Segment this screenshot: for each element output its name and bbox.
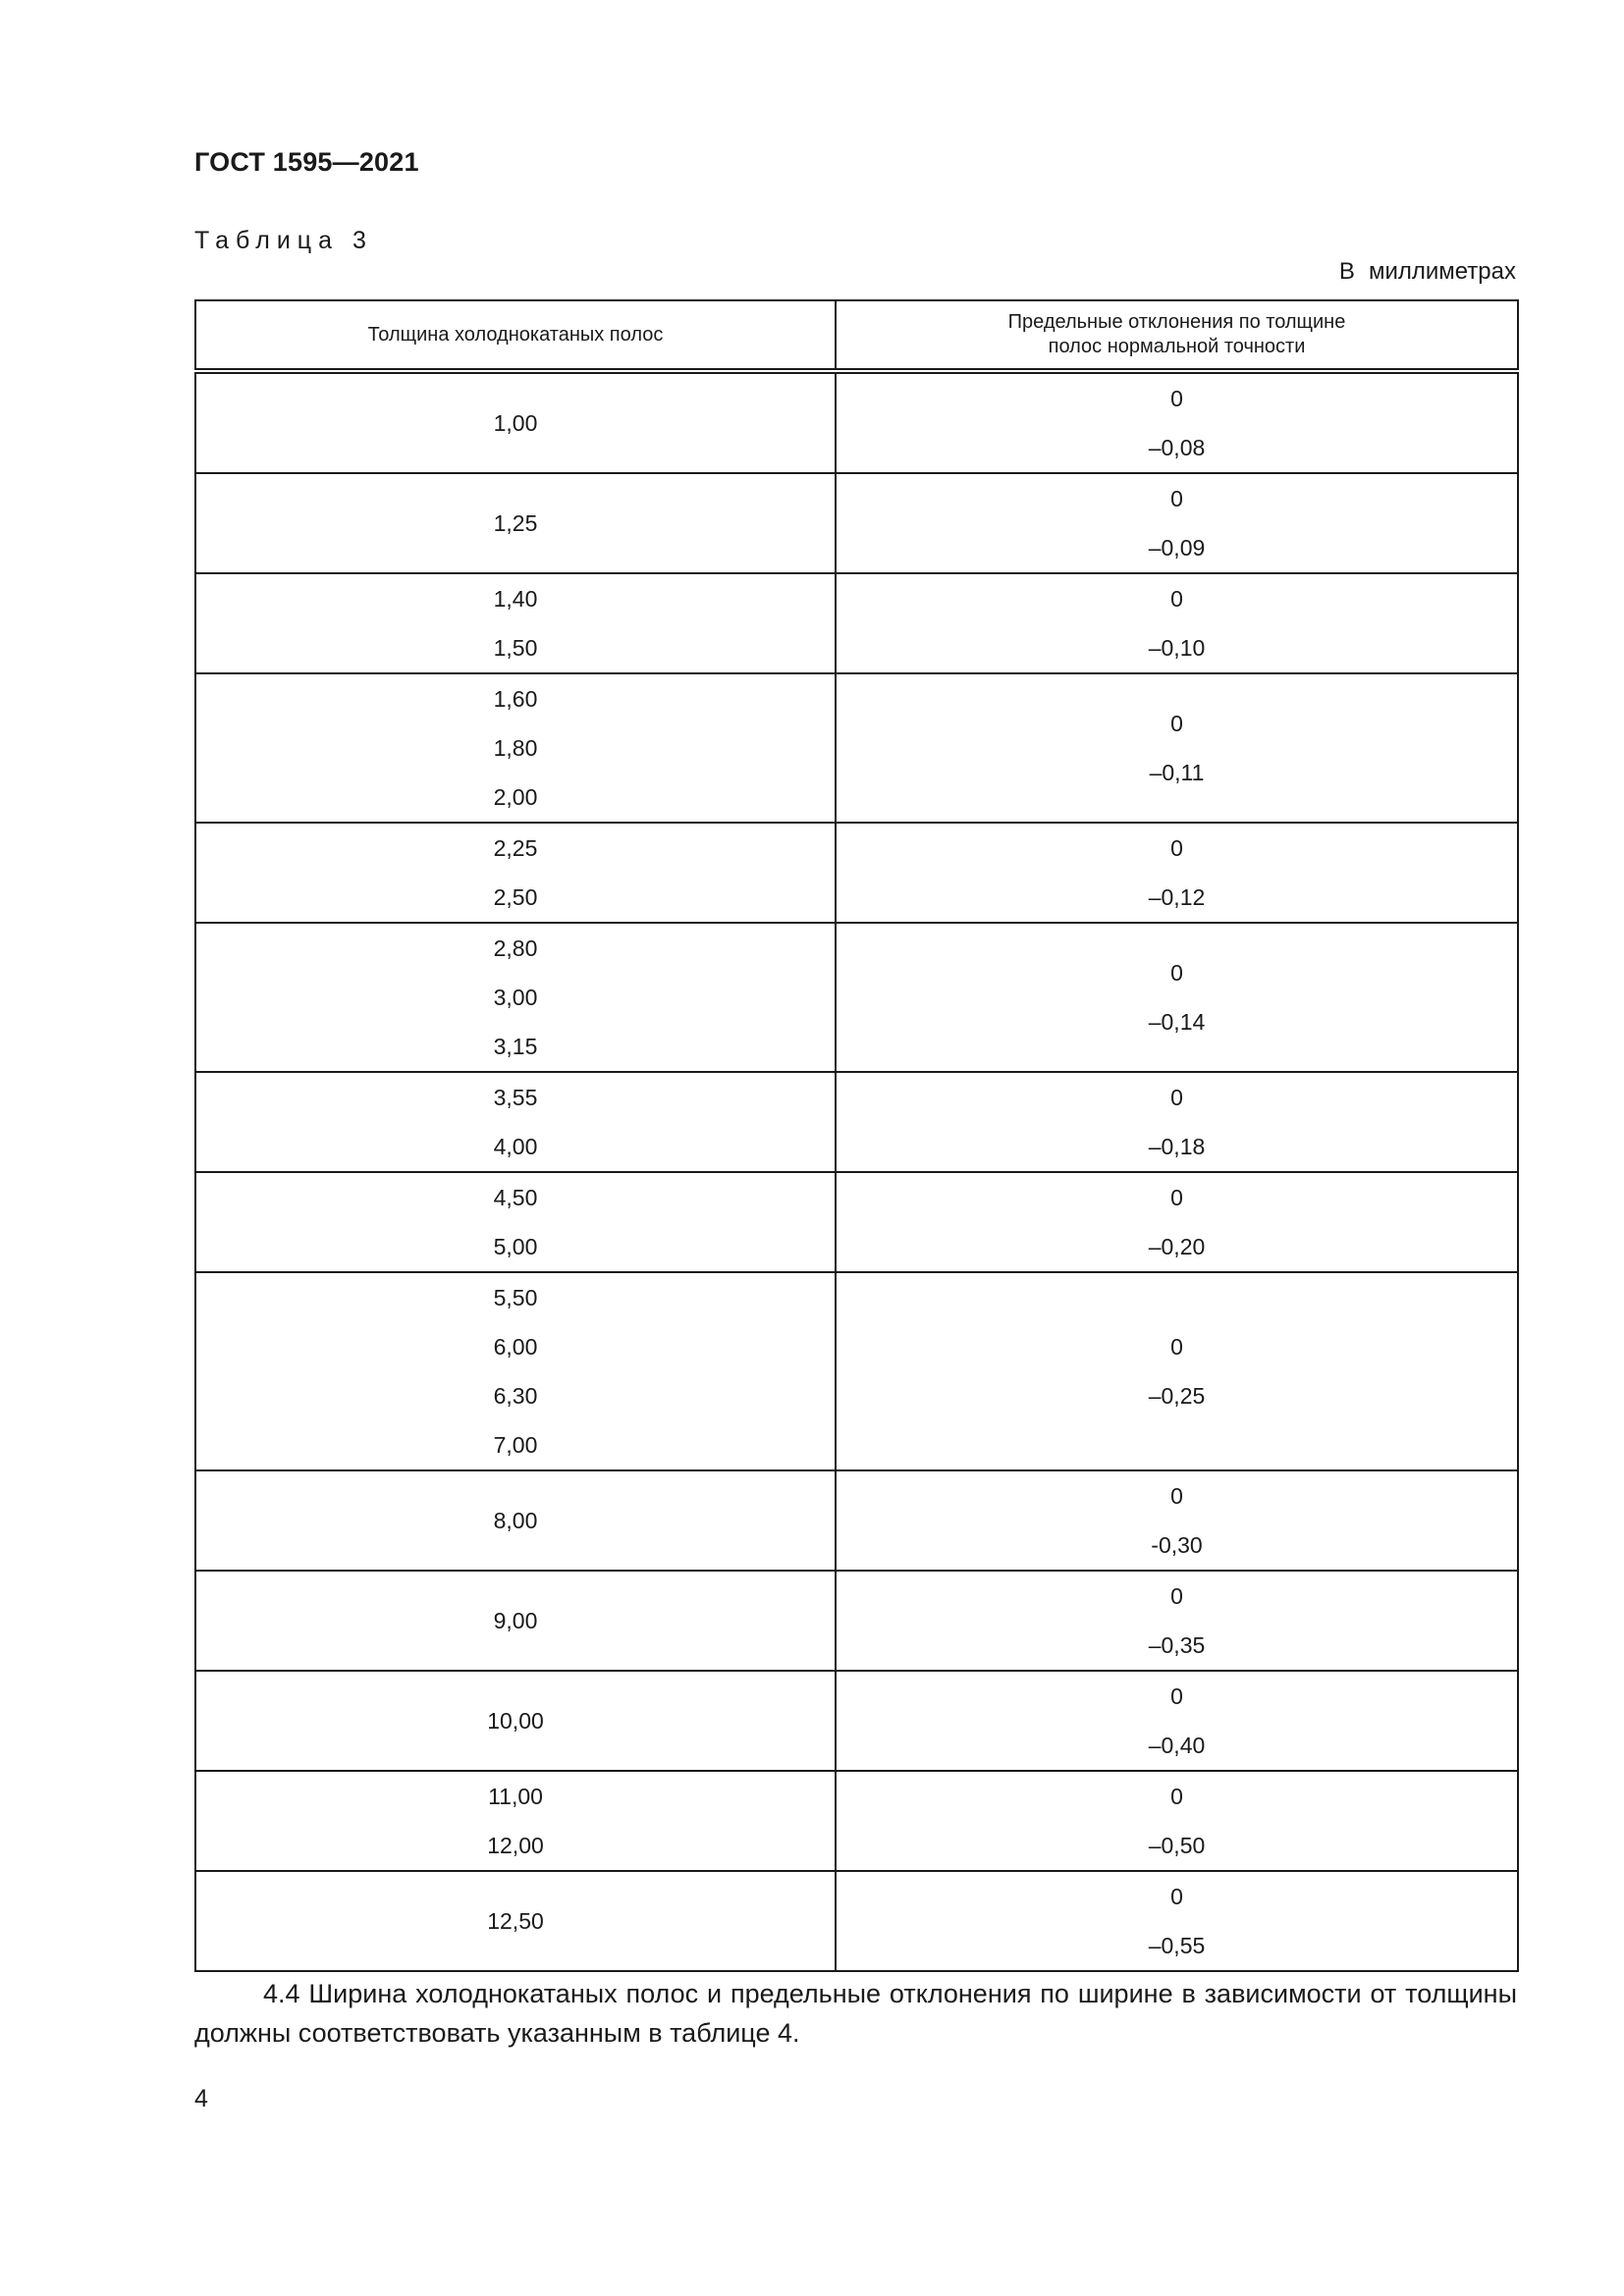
- deviation-cell-lines: [837, 699, 1517, 797]
- thickness-cell-value: 3,00: [493, 985, 538, 1010]
- page-number: 4: [194, 2085, 208, 2112]
- deviation-cell-value: 0: [1170, 386, 1183, 411]
- deviation-cell: [836, 673, 1518, 823]
- deviation-cell-value: 0: [1170, 1683, 1183, 1709]
- table-row: [195, 1072, 1518, 1172]
- deviation-cell-lines: [837, 1173, 1517, 1271]
- deviation-cell-value: 0: [1170, 960, 1183, 986]
- header-deviation-line: Предельные отклонения по толщине: [1007, 311, 1346, 333]
- thickness-cell-lines: [196, 1596, 835, 1645]
- header-deviation-line: полос нормальной точности: [1048, 336, 1306, 357]
- table-row: [195, 1671, 1518, 1771]
- deviation-cell-value: 0: [1170, 1085, 1183, 1110]
- table-row: [195, 1771, 1518, 1871]
- deviation-cell-lines: [837, 1322, 1517, 1420]
- table-row: [195, 371, 1518, 473]
- thickness-cell: [195, 1871, 836, 1971]
- units-note: [1339, 258, 1516, 286]
- table-row: [195, 673, 1518, 823]
- deviation-cell-value: -0,30: [1151, 1532, 1203, 1558]
- deviation-cell-lines: [837, 574, 1517, 672]
- thickness-cell: [195, 573, 836, 673]
- units-value: миллиметрах: [1368, 258, 1516, 285]
- thickness-cell-value: 9,00: [493, 1608, 538, 1633]
- deviation-cell-lines: [837, 1572, 1517, 1670]
- deviation-cell-lines: [837, 824, 1517, 922]
- deviation-cell: [836, 923, 1518, 1072]
- thickness-cell-value: 5,50: [493, 1285, 538, 1310]
- thickness-cell-lines: [196, 1273, 835, 1469]
- deviation-cell-value: –0,09: [1148, 535, 1206, 561]
- header-deviation: [836, 300, 1518, 371]
- thickness-cell-value: 1,80: [493, 735, 538, 761]
- table-row: [195, 1172, 1518, 1272]
- deviation-cell-lines: [837, 1073, 1517, 1171]
- thickness-cell: [195, 371, 836, 473]
- deviation-cell: [836, 371, 1518, 473]
- thickness-cell-value: 1,60: [493, 686, 538, 712]
- thickness-deviation-table: [194, 299, 1519, 1972]
- table-row: [195, 1571, 1518, 1671]
- thickness-cell: [195, 823, 836, 923]
- thickness-cell-lines: [196, 1696, 835, 1745]
- deviation-cell: [836, 1771, 1518, 1871]
- deviation-cell: [836, 1671, 1518, 1771]
- deviation-cell: [836, 473, 1518, 573]
- deviation-cell-value: –0,11: [1149, 760, 1205, 785]
- table-row: [195, 1272, 1518, 1470]
- deviation-cell: [836, 1072, 1518, 1172]
- deviation-cell-value: –0,50: [1148, 1833, 1206, 1858]
- deviation-cell-value: 0: [1170, 1483, 1183, 1509]
- deviation-cell: [836, 1172, 1518, 1272]
- thickness-cell: [195, 1172, 836, 1272]
- deviation-cell-value: –0,14: [1148, 1009, 1206, 1035]
- deviation-cell-value: –0,12: [1148, 884, 1206, 910]
- thickness-cell-value: 12,50: [487, 1908, 544, 1934]
- thickness-cell-lines: [196, 924, 835, 1071]
- thickness-cell-lines: [196, 1496, 835, 1545]
- table-caption: Таблица 3: [194, 227, 373, 254]
- table-row: [195, 923, 1518, 1072]
- thickness-cell-lines: [196, 674, 835, 822]
- thickness-cell-value: 1,00: [493, 410, 538, 436]
- deviation-cell-value: 0: [1170, 1784, 1183, 1809]
- thickness-cell: [195, 1571, 836, 1671]
- deviation-cell: [836, 1272, 1518, 1470]
- thickness-cell-value: 4,00: [493, 1134, 538, 1159]
- thickness-cell-value: 4,50: [493, 1185, 538, 1210]
- deviation-cell-lines: [837, 948, 1517, 1046]
- table-row: [195, 823, 1518, 923]
- deviation-cell-value: 0: [1170, 1884, 1183, 1909]
- thickness-cell: [195, 923, 836, 1072]
- deviation-cell-value: 0: [1170, 835, 1183, 861]
- deviation-cell-value: –0,10: [1148, 635, 1206, 661]
- deviation-cell: [836, 823, 1518, 923]
- deviation-cell: [836, 573, 1518, 673]
- units-prefix: В: [1338, 258, 1355, 285]
- thickness-cell-value: 5,00: [493, 1234, 538, 1259]
- deviation-cell: [836, 1871, 1518, 1971]
- deviation-cell: [836, 1470, 1518, 1571]
- thickness-cell-value: 1,40: [493, 586, 538, 612]
- thickness-cell-lines: [196, 499, 835, 548]
- header-thickness: [195, 300, 836, 371]
- deviation-cell-lines: [837, 374, 1517, 472]
- deviation-cell-lines: [837, 474, 1517, 572]
- table-body: [195, 371, 1518, 1971]
- thickness-cell: [195, 1470, 836, 1571]
- deviation-cell-value: 0: [1170, 586, 1183, 612]
- deviation-cell-value: –0,40: [1148, 1733, 1206, 1758]
- thickness-cell: [195, 673, 836, 823]
- thickness-cell-value: 10,00: [487, 1708, 544, 1734]
- deviation-cell-value: –0,35: [1148, 1632, 1206, 1658]
- thickness-cell-value: 11,00: [488, 1784, 543, 1809]
- deviation-cell-value: –0,55: [1148, 1933, 1206, 1958]
- table-row: [195, 1470, 1518, 1571]
- table-row: [195, 473, 1518, 573]
- deviation-cell-value: 0: [1170, 486, 1183, 511]
- thickness-cell-lines: [196, 1896, 835, 1946]
- thickness-cell-value: 2,00: [493, 784, 538, 810]
- deviation-cell-lines: [837, 1672, 1517, 1770]
- thickness-cell-value: 2,80: [493, 935, 538, 961]
- thickness-cell-value: 7,00: [493, 1432, 538, 1458]
- deviation-cell-value: –0,20: [1148, 1234, 1206, 1259]
- deviation-cell-value: 0: [1170, 711, 1183, 736]
- thickness-cell-lines: [196, 1772, 835, 1870]
- document-header: ГОСТ 1595—2021: [194, 147, 419, 177]
- deviation-cell-value: –0,08: [1148, 435, 1206, 460]
- deviation-cell-value: –0,18: [1148, 1134, 1206, 1159]
- deviation-cell-lines: [837, 1471, 1517, 1570]
- deviation-cell-value: 0: [1170, 1185, 1183, 1210]
- deviation-cell-value: 0: [1170, 1583, 1183, 1609]
- thickness-cell-value: 3,15: [493, 1034, 538, 1059]
- thickness-cell-value: 1,50: [493, 635, 538, 661]
- table-header-row: [195, 300, 1518, 371]
- thickness-cell-value: 3,55: [493, 1085, 538, 1110]
- deviation-cell-lines: [837, 1872, 1517, 1970]
- thickness-cell: [195, 1671, 836, 1771]
- thickness-cell: [195, 1771, 836, 1871]
- footer-paragraph: 4.4 Ширина холоднокатаных полос и предельные отклонения по ширине в зависимости от толщины должны соответствовать указанным в таблице 4.: [194, 1979, 1517, 2048]
- deviation-cell: [836, 1571, 1518, 1671]
- thickness-cell: [195, 473, 836, 573]
- header-thickness-line: Толщина холоднокатаных полос: [367, 323, 664, 346]
- deviation-cell-value: –0,25: [1148, 1383, 1206, 1409]
- thickness-cell-value: 6,30: [493, 1383, 538, 1409]
- thickness-cell: [195, 1272, 836, 1470]
- thickness-cell-value: 12,00: [487, 1833, 544, 1858]
- thickness-cell-lines: [196, 1073, 835, 1171]
- thickness-cell-value: 1,25: [493, 510, 538, 536]
- table-row: [195, 1871, 1518, 1971]
- thickness-cell: [195, 1072, 836, 1172]
- deviation-cell-lines: [837, 1772, 1517, 1870]
- thickness-cell-lines: [196, 1173, 835, 1271]
- thickness-cell-value: 2,50: [493, 884, 538, 910]
- thickness-cell-value: 6,00: [493, 1334, 538, 1360]
- thickness-cell-lines: [196, 574, 835, 672]
- deviation-cell-value: 0: [1170, 1334, 1183, 1360]
- thickness-cell-lines: [196, 399, 835, 448]
- thickness-cell-value: 8,00: [493, 1508, 538, 1533]
- thickness-cell-lines: [196, 824, 835, 922]
- table-row: [195, 573, 1518, 673]
- thickness-cell-value: 2,25: [493, 835, 538, 861]
